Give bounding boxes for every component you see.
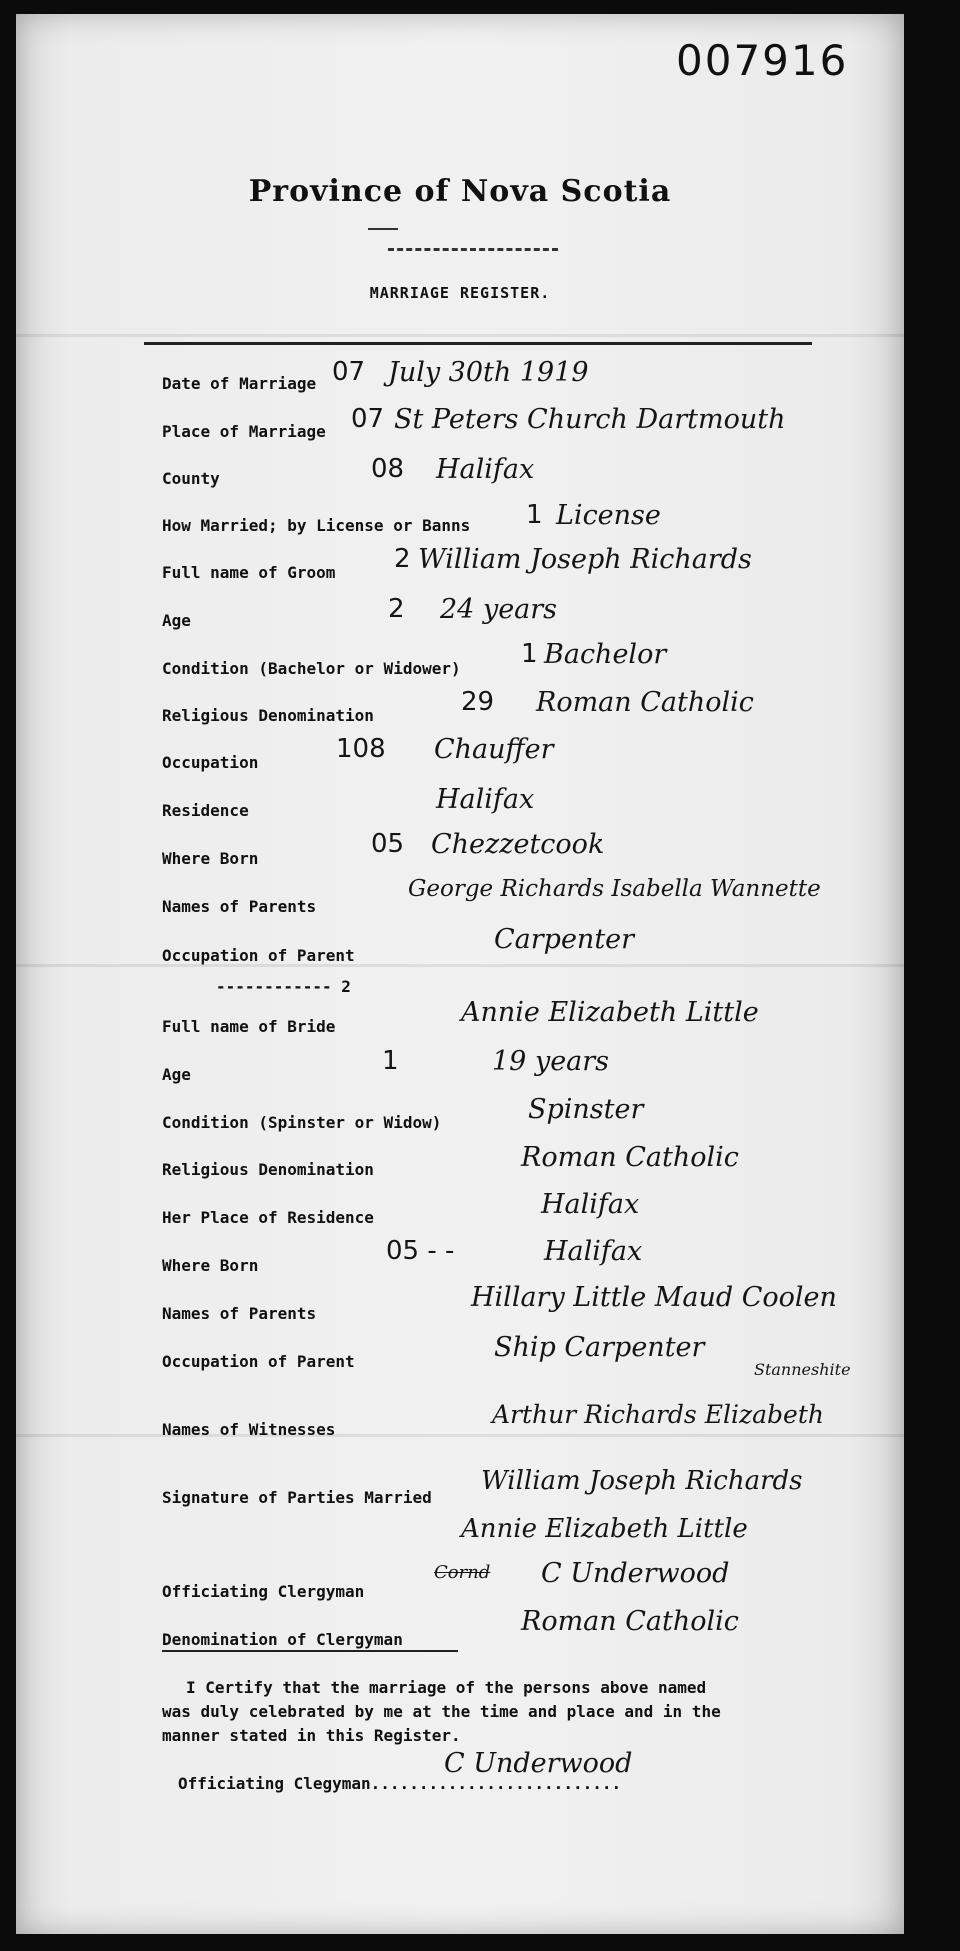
field-code: 1: [382, 1046, 399, 1076]
field-label: Condition (Bachelor or Widower): [162, 659, 461, 678]
field-value: Spinster: [528, 1094, 644, 1125]
field-label: How Married; by License or Banns: [162, 516, 471, 535]
bride-signature: Annie Elizabeth Little: [461, 1514, 748, 1544]
field-label: Residence: [162, 801, 249, 820]
field-code: 05 - -: [386, 1236, 455, 1266]
field-value: Halifax: [544, 1236, 643, 1267]
field-value: Carpenter: [494, 924, 635, 955]
field-label: Occupation: [162, 753, 259, 772]
cert-line-2: was duly celebrated by me at the time and place and in the: [162, 1702, 721, 1721]
field-label: Age: [162, 1065, 191, 1084]
field-value: Bachelor: [544, 639, 667, 670]
field-value: Hillary Little Maud Coolen: [471, 1282, 837, 1313]
field-label: Place of Marriage: [162, 422, 326, 441]
cert-line-3: manner stated in this Register.: [162, 1726, 461, 1745]
field-code: 08: [371, 454, 405, 484]
field-value: William Joseph Richards: [418, 544, 752, 575]
field-value: Roman Catholic: [521, 1606, 739, 1637]
cert-sign-label: Officiating Clegyman..........................: [178, 1774, 622, 1793]
section-separator: ------------ 2: [216, 977, 351, 996]
field-label: Religious Denomination: [162, 1160, 374, 1179]
field-value: George Richards Isabella Wannette: [408, 876, 821, 902]
field-code: 1: [526, 500, 543, 530]
signature-rule: [162, 1650, 458, 1652]
field-value: Chauffer: [434, 734, 554, 765]
field-label: Where Born: [162, 849, 259, 868]
field-label: Religious Denomination: [162, 706, 374, 725]
field-label: County: [162, 469, 220, 488]
field-value: Halifax: [436, 454, 535, 485]
field-label: Officiating Clergyman: [162, 1582, 365, 1601]
field-label: Date of Marriage: [162, 374, 317, 393]
field-label: Occupation of Parent: [162, 946, 355, 965]
field-value: Halifax: [436, 784, 535, 815]
field-label: Denomination of Clergyman: [162, 1630, 403, 1649]
field-label: Occupation of Parent: [162, 1352, 355, 1371]
field-value: Roman Catholic: [521, 1142, 739, 1173]
field-label: Names of Parents: [162, 1304, 317, 1323]
field-label: Where Born: [162, 1256, 259, 1275]
field-value: C Underwood: [541, 1558, 730, 1589]
field-code: 05: [371, 829, 405, 859]
field-code: 108: [336, 734, 386, 764]
field-value: Arthur Richards Elizabeth: [492, 1400, 824, 1429]
field-value: July 30th 1919: [388, 357, 589, 388]
document-number: 007916: [676, 36, 849, 85]
field-label: Names of Witnesses: [162, 1420, 336, 1439]
field-label: Signature of Parties Married: [162, 1488, 432, 1507]
field-value: St Peters Church Dartmouth: [394, 404, 786, 435]
cert-sign-value: C Underwood: [444, 1748, 633, 1779]
field-value: Annie Elizabeth Little: [461, 997, 759, 1028]
field-value: Chezzetcook: [431, 829, 605, 860]
page-title: Province of Nova Scotia: [248, 174, 672, 209]
title-underline: [368, 228, 398, 230]
field-code: 07: [332, 357, 366, 387]
title-dashed-rule: [388, 248, 558, 251]
field-code: 2: [388, 594, 405, 624]
field-value: 24 years: [440, 594, 558, 625]
field-value: Halifax: [541, 1189, 640, 1220]
field-label: Her Place of Residence: [162, 1208, 374, 1227]
field-label: Names of Parents: [162, 897, 317, 916]
field-value: 19 years: [492, 1046, 610, 1077]
field-code: 1: [521, 639, 538, 669]
field-label: Age: [162, 611, 191, 630]
field-value: License: [556, 500, 661, 531]
field-code: 2: [394, 544, 411, 574]
field-value: Ship Carpenter: [494, 1332, 705, 1363]
field-code: 07: [351, 404, 385, 434]
register-sheet: [16, 14, 904, 1934]
field-label: Full name of Bride: [162, 1017, 336, 1036]
field-value: William Joseph Richards: [481, 1466, 803, 1496]
witness-extra: Stanneshite: [754, 1360, 851, 1379]
field-code: 29: [461, 687, 495, 717]
cert-line-1: I Certify that the marriage of the persons above named: [186, 1678, 707, 1697]
header-rule: [144, 342, 812, 345]
page-subtitle: MARRIAGE REGISTER.: [369, 284, 551, 302]
field-label: Full name of Groom: [162, 563, 336, 582]
field-label: Condition (Spinster or Widow): [162, 1113, 442, 1132]
field-value: Roman Catholic: [536, 687, 754, 718]
struck-signature: Cornd: [434, 1562, 491, 1583]
